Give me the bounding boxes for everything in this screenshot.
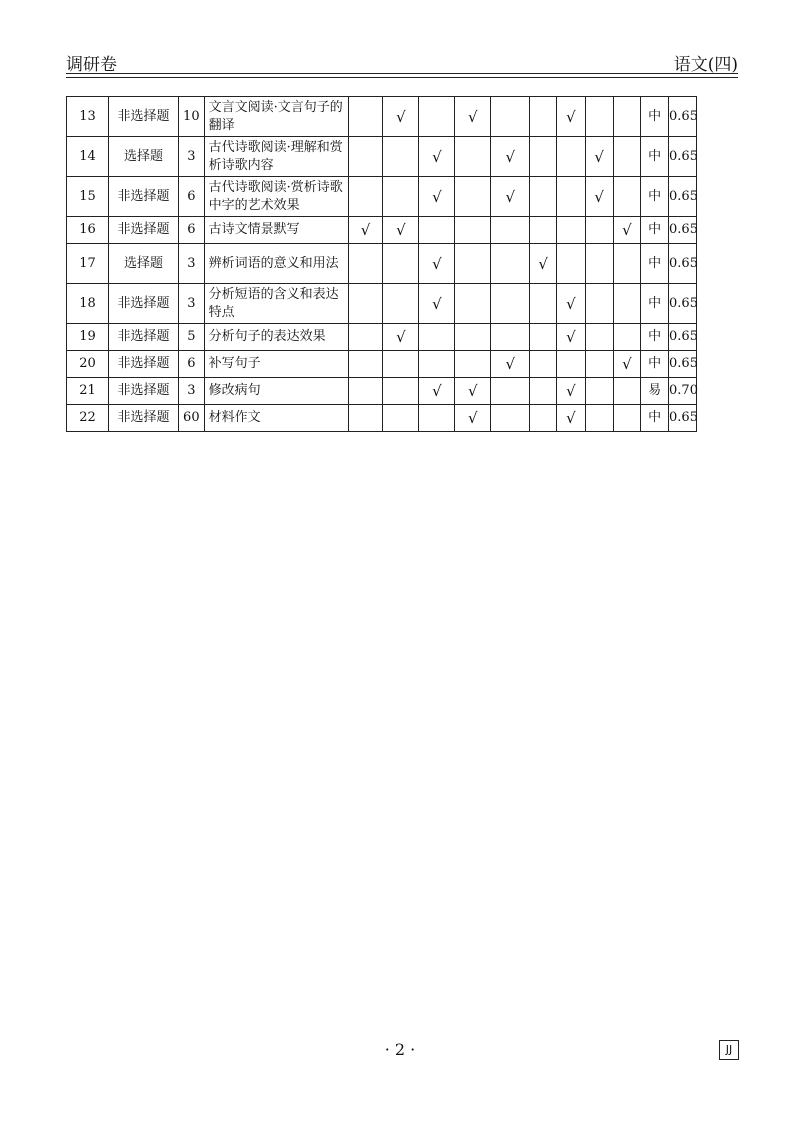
- check-cell: [585, 378, 613, 405]
- check-cell: √: [348, 217, 383, 244]
- check-cell: [348, 244, 383, 284]
- question-type-cell: 非选择题: [109, 378, 179, 405]
- difficulty-value-cell: 0.65: [669, 97, 697, 137]
- question-type-cell: 选择题: [109, 137, 179, 177]
- check-cell: [419, 324, 455, 351]
- knowledge-point-cell: 修改病句: [204, 378, 348, 405]
- check-cell: [455, 351, 491, 378]
- check-cell: [383, 378, 419, 405]
- check-cell: [613, 324, 641, 351]
- question-type-cell: 非选择题: [109, 217, 179, 244]
- check-cell: [383, 177, 419, 217]
- header-rule-thin: [66, 77, 738, 78]
- check-cell: [530, 217, 557, 244]
- check-cell: [419, 97, 455, 137]
- check-cell: [613, 137, 641, 177]
- check-cell: [585, 405, 613, 432]
- check-cell: [455, 324, 491, 351]
- check-cell: √: [530, 244, 557, 284]
- score-cell: 6: [178, 351, 204, 378]
- check-cell: [585, 217, 613, 244]
- question-number-cell: 18: [67, 284, 109, 324]
- difficulty-cell: 中: [641, 244, 669, 284]
- check-cell: [557, 217, 586, 244]
- question-number-cell: 16: [67, 217, 109, 244]
- check-cell: √: [419, 137, 455, 177]
- knowledge-point-cell: 分析句子的表达效果: [204, 324, 348, 351]
- difficulty-value-cell: 0.70: [669, 378, 697, 405]
- check-cell: [557, 137, 586, 177]
- check-cell: [613, 284, 641, 324]
- check-cell: √: [557, 97, 586, 137]
- check-cell: √: [491, 137, 530, 177]
- check-cell: √: [585, 137, 613, 177]
- question-type-cell: 非选择题: [109, 97, 179, 137]
- check-cell: [348, 378, 383, 405]
- check-cell: [613, 97, 641, 137]
- check-cell: [491, 405, 530, 432]
- difficulty-cell: 易: [641, 378, 669, 405]
- difficulty-cell: 中: [641, 405, 669, 432]
- question-analysis-table: [66, 96, 738, 432]
- difficulty-value-cell: 0.65: [669, 217, 697, 244]
- check-cell: √: [419, 177, 455, 217]
- table-body: [67, 97, 738, 432]
- question-type-cell: 选择题: [109, 244, 179, 284]
- check-cell: √: [585, 177, 613, 217]
- question-number-cell: 14: [67, 137, 109, 177]
- check-cell: √: [491, 351, 530, 378]
- check-cell: [530, 378, 557, 405]
- difficulty-cell: 中: [641, 351, 669, 378]
- knowledge-point-cell: 古代诗歌阅读·赏析诗歌中字的艺术效果: [204, 177, 348, 217]
- check-cell: [557, 351, 586, 378]
- difficulty-cell: 中: [641, 177, 669, 217]
- table-row: [67, 351, 738, 378]
- check-cell: [348, 137, 383, 177]
- check-cell: √: [455, 405, 491, 432]
- check-cell: [383, 351, 419, 378]
- page-header: [66, 50, 738, 74]
- score-cell: 3: [178, 137, 204, 177]
- table-row: [67, 97, 738, 137]
- table-row: [67, 137, 738, 177]
- difficulty-value-cell: 0.65: [669, 351, 697, 378]
- check-cell: [585, 324, 613, 351]
- difficulty-cell: 中: [641, 324, 669, 351]
- check-cell: [348, 324, 383, 351]
- check-cell: [585, 351, 613, 378]
- check-cell: √: [419, 244, 455, 284]
- knowledge-point-cell: 古代诗歌阅读·理解和赏析诗歌内容: [204, 137, 348, 177]
- header-rule-thick: [66, 73, 738, 74]
- difficulty-cell: 中: [641, 137, 669, 177]
- check-cell: √: [455, 378, 491, 405]
- check-cell: [613, 378, 641, 405]
- check-cell: √: [383, 324, 419, 351]
- check-cell: [585, 284, 613, 324]
- difficulty-value-cell: 0.65: [669, 405, 697, 432]
- check-cell: [585, 244, 613, 284]
- question-number-cell: 13: [67, 97, 109, 137]
- check-cell: √: [419, 378, 455, 405]
- question-type-cell: 非选择题: [109, 324, 179, 351]
- question-number-cell: 17: [67, 244, 109, 284]
- check-cell: [530, 351, 557, 378]
- score-cell: 5: [178, 324, 204, 351]
- check-cell: √: [383, 217, 419, 244]
- header-left-title: 调研卷: [66, 55, 117, 75]
- score-cell: 3: [178, 244, 204, 284]
- knowledge-point-cell: 补写句子: [204, 351, 348, 378]
- check-cell: [585, 97, 613, 137]
- table-row: [67, 405, 738, 432]
- check-cell: [348, 177, 383, 217]
- check-cell: √: [557, 284, 586, 324]
- table-row: [67, 324, 738, 351]
- difficulty-cell: 中: [641, 284, 669, 324]
- check-cell: [348, 284, 383, 324]
- difficulty-cell: 中: [641, 97, 669, 137]
- check-cell: [455, 284, 491, 324]
- check-cell: [491, 217, 530, 244]
- jj-badge: JJ: [719, 1040, 739, 1060]
- table-row: [67, 284, 738, 324]
- difficulty-value-cell: 0.65: [669, 284, 697, 324]
- knowledge-point-cell: 辨析词语的意义和用法: [204, 244, 348, 284]
- score-cell: 10: [178, 97, 204, 137]
- difficulty-value-cell: 0.65: [669, 177, 697, 217]
- header-right-title: 语文(四): [673, 55, 738, 75]
- check-cell: [491, 244, 530, 284]
- check-cell: [530, 284, 557, 324]
- question-number-cell: 22: [67, 405, 109, 432]
- knowledge-point-cell: 古诗文情景默写: [204, 217, 348, 244]
- check-cell: [491, 378, 530, 405]
- knowledge-point-cell: 分析短语的含义和表达特点: [204, 284, 348, 324]
- score-cell: 3: [178, 284, 204, 324]
- check-cell: [557, 244, 586, 284]
- score-cell: 60: [178, 405, 204, 432]
- question-number-cell: 15: [67, 177, 109, 217]
- difficulty-cell: 中: [641, 217, 669, 244]
- check-cell: √: [557, 378, 586, 405]
- table-row: [67, 244, 738, 284]
- check-cell: [348, 97, 383, 137]
- check-cell: [419, 217, 455, 244]
- check-cell: [383, 284, 419, 324]
- table-row: [67, 378, 738, 405]
- table-row: [67, 177, 738, 217]
- table-row: [67, 217, 738, 244]
- check-cell: [455, 244, 491, 284]
- question-type-cell: 非选择题: [109, 405, 179, 432]
- score-cell: 3: [178, 378, 204, 405]
- question-number-cell: 20: [67, 351, 109, 378]
- check-cell: √: [557, 405, 586, 432]
- question-type-cell: 非选择题: [109, 284, 179, 324]
- check-cell: √: [491, 177, 530, 217]
- check-cell: [491, 284, 530, 324]
- check-cell: [348, 351, 383, 378]
- check-cell: [455, 137, 491, 177]
- check-cell: [455, 177, 491, 217]
- check-cell: [383, 137, 419, 177]
- score-cell: 6: [178, 217, 204, 244]
- check-cell: √: [557, 324, 586, 351]
- check-cell: √: [613, 351, 641, 378]
- question-number-cell: 21: [67, 378, 109, 405]
- question-type-cell: 非选择题: [109, 177, 179, 217]
- difficulty-value-cell: 0.65: [669, 137, 697, 177]
- score-cell: 6: [178, 177, 204, 217]
- knowledge-point-cell: 材料作文: [204, 405, 348, 432]
- check-cell: √: [613, 217, 641, 244]
- check-cell: [383, 244, 419, 284]
- check-cell: [530, 177, 557, 217]
- check-cell: [455, 217, 491, 244]
- question-number-cell: 19: [67, 324, 109, 351]
- check-cell: [419, 351, 455, 378]
- check-cell: [613, 405, 641, 432]
- check-cell: [530, 405, 557, 432]
- check-cell: [557, 177, 586, 217]
- check-cell: √: [383, 97, 419, 137]
- page-number: · 2 ·: [384, 1040, 416, 1059]
- check-cell: [613, 177, 641, 217]
- check-cell: [348, 405, 383, 432]
- check-cell: [491, 97, 530, 137]
- question-type-cell: 非选择题: [109, 351, 179, 378]
- check-cell: [613, 244, 641, 284]
- check-cell: [530, 97, 557, 137]
- difficulty-value-cell: 0.65: [669, 324, 697, 351]
- check-cell: [530, 137, 557, 177]
- check-cell: [491, 324, 530, 351]
- check-cell: √: [419, 284, 455, 324]
- difficulty-value-cell: 0.65: [669, 244, 697, 284]
- check-cell: √: [455, 97, 491, 137]
- check-cell: [419, 405, 455, 432]
- check-cell: [530, 324, 557, 351]
- knowledge-point-cell: 文言文阅读·文言句子的翻译: [204, 97, 348, 137]
- check-cell: [383, 405, 419, 432]
